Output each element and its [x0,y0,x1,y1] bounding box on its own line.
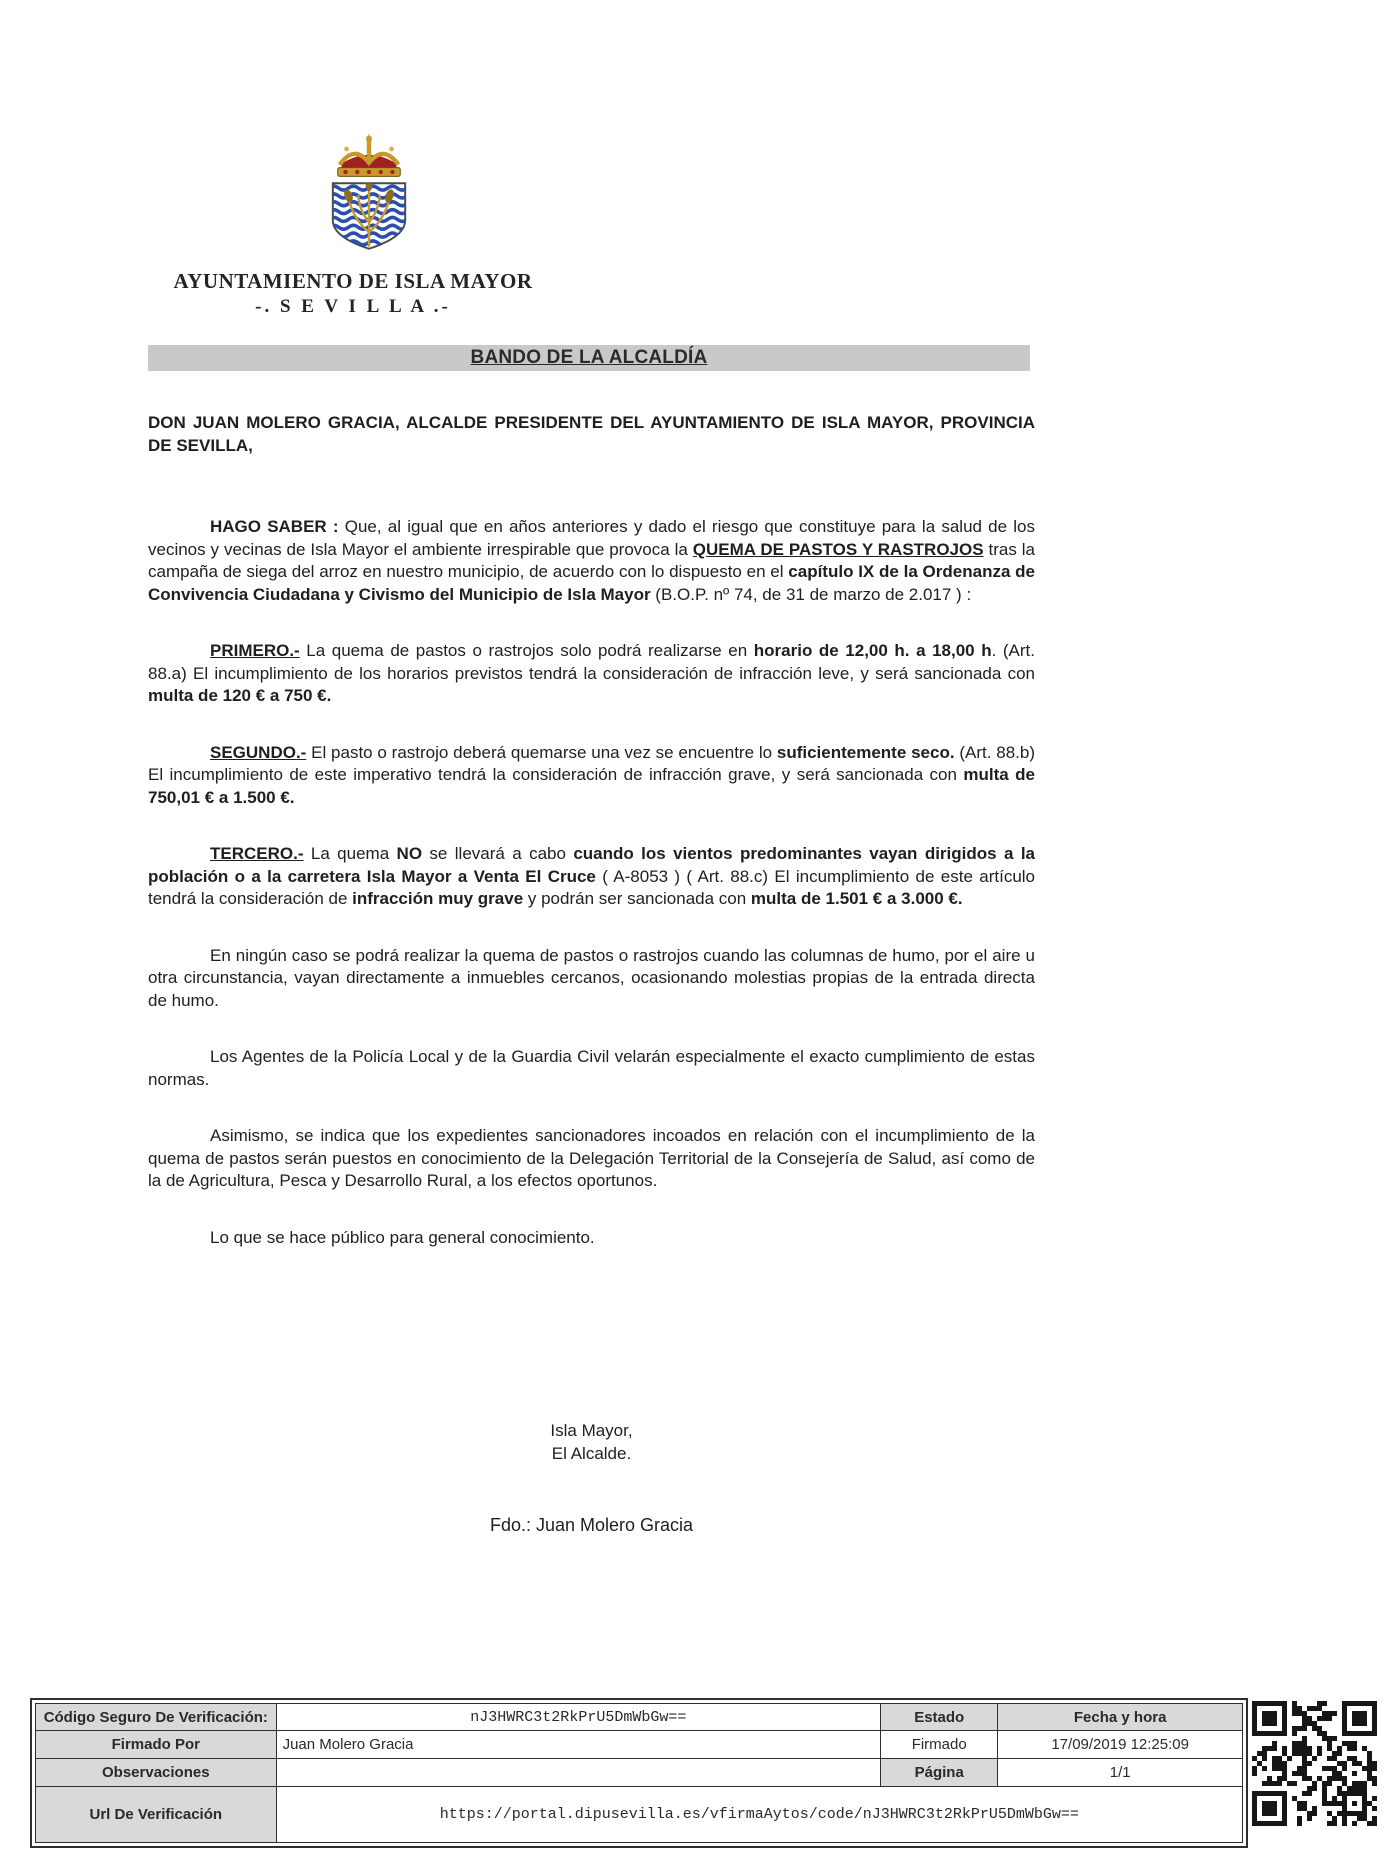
coat-of-arms-icon [325,133,413,255]
shield-icon [329,179,407,248]
estado-value: Firmado [881,1731,998,1759]
paragraph: PRIMERO.- La quema de pastos o rastrojos solo podrá realizarse en horario de 12,00 h. a 18,00 h. (Art. 88.a) El incumplimiento de los horarios previstos tendrá la consideración de infracción leve, y será sancionada con multa de 120 € a 750 €. [148,641,1035,705]
csv-label: Código Seguro De Verificación: [36,1704,277,1731]
crown-icon [338,134,401,176]
qr-code [1252,1701,1377,1826]
table-row [36,1787,1243,1843]
closing-block [148,1419,1035,1465]
closing-role: El Alcalde. [551,1444,632,1463]
paragraph: Asimismo, se indica que los expedientes sancionadores incoados en relación con el incumplimiento de la quema de pastos serán puestos en conocimiento de la Delegación Territorial de la Consejería de Salud, así como de la de Agricultura, Pesca y Desarrollo Rural, a los efectos oportunos. [148,1126,1035,1190]
table-row [36,1704,1243,1731]
observaciones-label: Observaciones [36,1759,277,1787]
org-name: AYUNTAMIENTO DE ISLA MAYOR [173,269,533,293]
org-subtitle: -. S E V I L L A .- [255,296,451,317]
fecha-label: Fecha y hora [998,1704,1243,1731]
paragraph: Lo que se hace público para general conocimiento. [210,1227,595,1247]
qr-code-svg [1252,1701,1377,1826]
paragraph: DON JUAN MOLERO GRACIA, ALCALDE PRESIDENTE DEL AYUNTAMIENTO DE ISLA MAYOR, PROVINCIA DE SEVILLA, [148,413,1035,455]
csv-value: nJ3HWRC3t2RkPrU5DmWbGw== [276,1704,881,1731]
verification-footer [30,1698,1248,1848]
document-title: BANDO DE LA ALCALDÍA [470,347,708,368]
letterhead [128,268,578,320]
url-value: https://portal.dipusevilla.es/vfirmaAytos/code/nJ3HWRC3t2RkPrU5DmWbGw== [276,1787,1242,1843]
paragraph: HAGO SABER : Que, al igual que en años anteriores y dado el riesgo que constituye para la salud de los vecinos y vecinas de Isla Mayor el ambiente irrespirable que provoca la QUEMA DE PASTOS Y RASTROJOS tras la campaña de siega del arroz en nuestro municipio, de acuerdo con lo dispuesto en el capítulo IX de la Ordenanza de Convivencia Ciudadana y Civismo del Municipio de Isla Mayor (B.O.P. nº 74, de 31 de marzo de 2.017 ) : [148,517,1036,604]
firmado-por-label: Firmado Por [36,1731,277,1759]
closing-place: Isla Mayor, [550,1421,633,1440]
pagina-label: Página [881,1759,998,1787]
url-label: Url De Verificación [36,1787,277,1843]
paragraph: SEGUNDO.- El pasto o rastrojo deberá quemarse una vez se encuentre lo suficientemente seco. (Art. 88.b) El incumplimiento de este imperativo tendrá la consideración de infracción grave, y será sancionada con multa de 750,01 € a 1.500 €. [148,742,1036,807]
paragraph: Los Agentes de la Policía Local y de la Guardia Civil velarán especialmente el exacto cumplimiento de estas normas. [148,1047,1035,1089]
signature-line: Fdo.: Juan Molero Gracia [489,1515,694,1535]
table-row [36,1759,1243,1787]
estado-label: Estado [881,1704,998,1731]
observaciones-value [276,1759,881,1787]
table-row [36,1731,1243,1759]
paragraph: En ningún caso se podrá realizar la quema de pastos o rastrojos cuando las columnas de humo, por el aire u otra circunstancia, vayan directamente a inmuebles cercanos, ocasionando molestias propias de la entrada directa de humo. [148,945,1035,1010]
title-bar [148,345,1030,371]
paragraph: TERCERO.- La quema NO se llevará a cabo cuando los vientos predominantes vayan dirigidos a la población o a la carretera Isla Mayor a Venta El Cruce ( A-8053 ) ( Art. 88.c) El incumplimiento de este artículo tendrá la consideración de infracción muy grave y podrán ser sancionada con multa de 1.501 € a 3.000 €. [148,844,1036,908]
document-body [148,412,1035,1249]
firmado-por-value: Juan Molero Gracia [276,1731,881,1759]
verification-table [35,1703,1243,1843]
pagina-value: 1/1 [998,1759,1243,1787]
fecha-value: 17/09/2019 12:25:09 [998,1731,1243,1759]
